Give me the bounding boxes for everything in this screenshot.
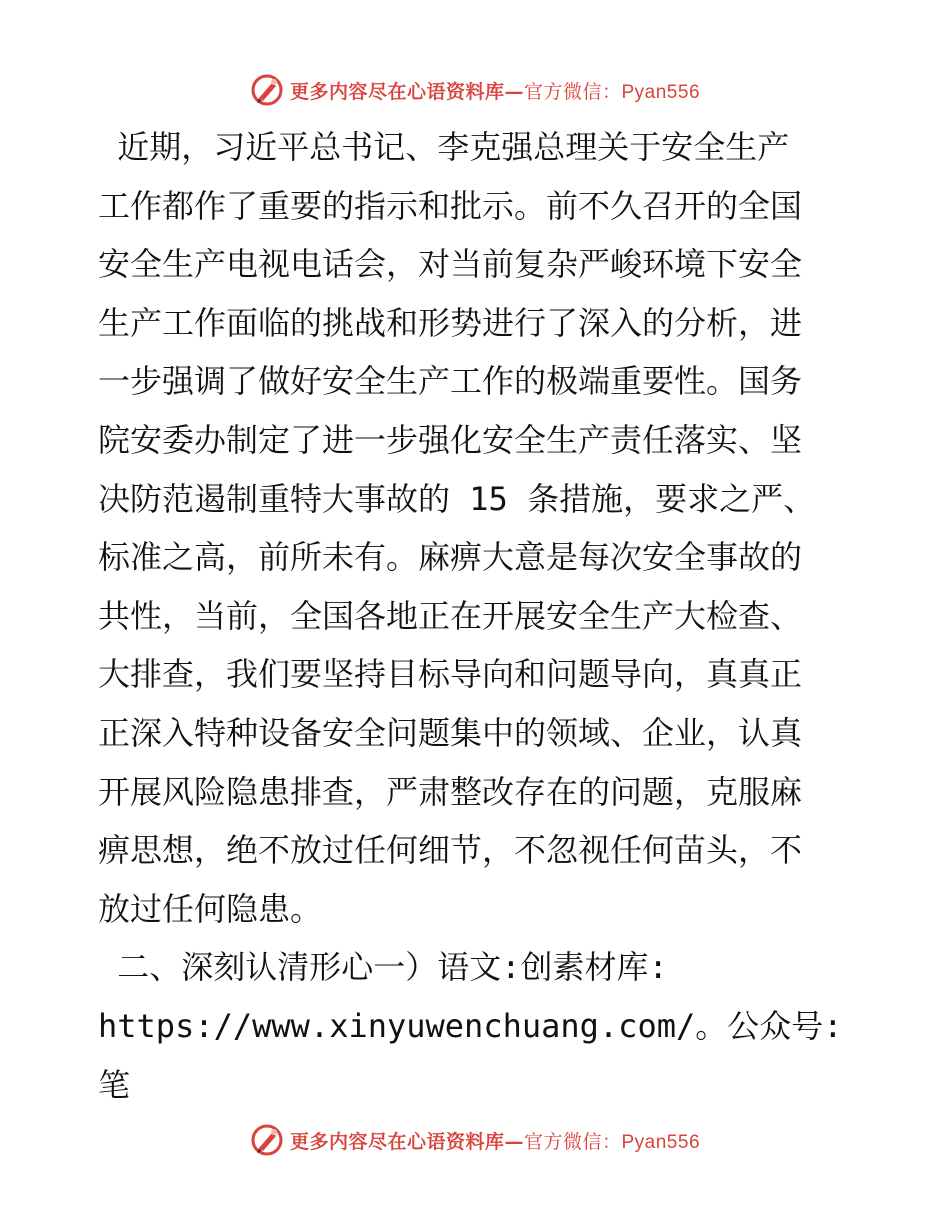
header-watermark <box>0 70 950 110</box>
wechat-id: Pyan556 <box>621 81 701 103</box>
paragraph-1 <box>98 118 858 938</box>
wechat-label: 官方微信： <box>523 80 622 103</box>
text-line: 安全生产电视电话会，对当前复杂严峻环境下安全 <box>98 245 803 284</box>
text-line: 大排查，我们要坚持目标导向和问题导向，真真正 <box>98 655 803 694</box>
footer-watermark <box>0 1120 950 1160</box>
watermark-text: 更多内容尽在心语资料库—官方微信：Pyan556 <box>289 1130 701 1153</box>
text-line: 二、深刻认清形心一）语文:创素材库: <box>98 948 668 987</box>
watermark-text: 更多内容尽在心语资料库—官方微信：Pyan556 <box>289 80 701 103</box>
document-body <box>98 118 862 1114</box>
text-line: 共性，当前，全国各地正在开展安全生产大检查、 <box>98 596 803 635</box>
pen-logo-icon <box>250 1123 284 1157</box>
text-line: 放过任何隐患。 <box>98 889 323 928</box>
text-line: 正深入特种设备安全问题集中的领域、企业，认真 <box>98 713 803 752</box>
pen-logo-icon <box>250 73 284 107</box>
text-line: 工作都作了重要的指示和批示。前不久召开的全国 <box>98 186 803 225</box>
text-line: 标准之高，前所未有。麻痹大意是每次安全事故的 <box>98 538 803 577</box>
text-line: https://www.xinyuwenchuang.com/。公众号: 笔 <box>98 1006 862 1104</box>
wechat-id: Pyan556 <box>621 1131 701 1153</box>
text-line: 生产工作面临的挑战和形势进行了深入的分析，进 <box>98 303 803 342</box>
text-line: 决防范遏制重特大事故的 15 条措施，要求之严、 <box>98 479 816 518</box>
text-line: 近期，习近平总书记、李克强总理关于安全生产 <box>98 128 790 166</box>
text-line: 开展风险隐患排查，严肃整改存在的问题，克服麻 <box>98 772 803 811</box>
text-line: 院安委办制定了进一步强化安全生产责任落实、坚 <box>98 420 803 459</box>
text-line: 一步强调了做好安全生产工作的极端重要性。国务 <box>98 362 803 401</box>
wechat-label: 官方微信： <box>523 1130 622 1153</box>
paragraph-2 <box>98 938 862 1114</box>
text-line: 痹思想，绝不放过任何细节，不忽视任何苗头，不 <box>98 831 803 870</box>
